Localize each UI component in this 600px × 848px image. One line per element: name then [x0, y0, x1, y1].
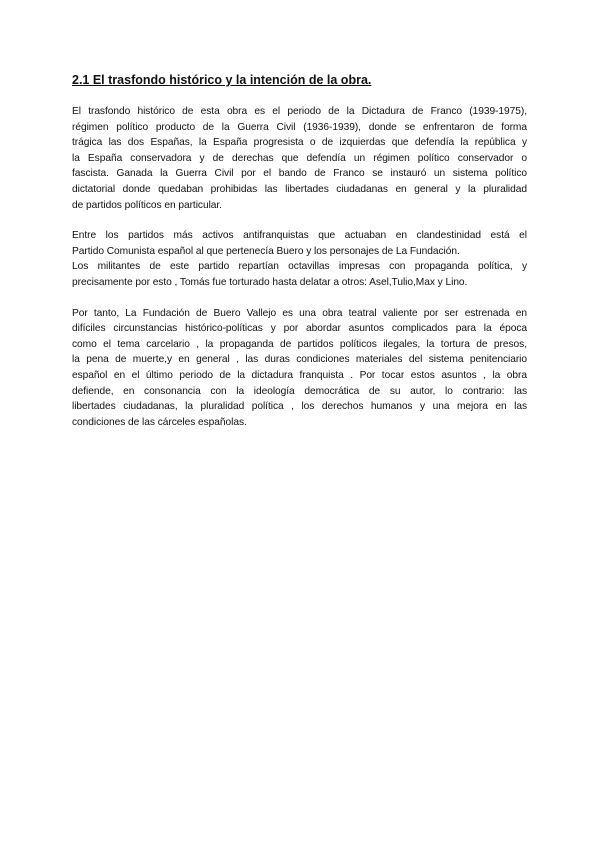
text-line: libertades ciudadanas, la pluralidad política , los derechos humanos y una mejora en las [72, 401, 527, 413]
text-line: la pena de muerte,y en general , las duras condiciones materiales del sistema penitenciario [72, 354, 527, 366]
text-line: trágica las dos Españas, la España progresista o de izquierdas que defendía la república y [72, 137, 527, 149]
text-line: condiciones de las cárceles españolas. [72, 416, 247, 428]
text-line: difíciles circunstancias histórico-políticas y por abordar asuntos complicados para la época [72, 323, 527, 335]
text-line: El trasfondo histórico de esta obra es el periodo de la Dictadura de Franco (1939-1975), [72, 106, 527, 117]
text-line: de partidos políticos en particular. [72, 199, 222, 211]
paragraph-conclusion [72, 306, 527, 431]
paragraph-historical-background [72, 104, 527, 213]
text-line: precisamente por esto , Tomás fue torturado hasta delatar a otros: Asel,Tulio,Max y Lino. [72, 276, 468, 288]
text-line: fascista. Ganada la Guerra Civil por el bando de Franco se instauró un sistema político [72, 168, 527, 180]
text-line: español en el último periodo de la dictadura franquista . Por tocar estos asuntos , la obra [72, 369, 527, 381]
text-line: Entre los partidos más activos antifranquistas que actuaban en clandestinidad está el [72, 230, 527, 242]
text-line: Los militantes de este partido repartían octavillas impresas con propaganda política, y [72, 261, 527, 273]
text-line: Por tanto, La Fundación de Buero Vallejo es una obra teatral valiente por ser estrenada en [72, 307, 527, 319]
text-line: dictatorial donde quedaban prohibidas las libertades ciudadanas en general y la pluralidad [72, 183, 527, 195]
text-line: como el tema carcelario , la propaganda de partidos políticos ilegales, la tortura de presos, [72, 338, 527, 350]
text-line: defiende, en consonancia con la ideología democrática de su autor, lo contrario: las [72, 385, 527, 397]
text-line: régimen político producto de la Guerra Civil (1936-1939), donde se enfrentaron de forma [72, 121, 527, 133]
document-page [72, 72, 527, 445]
section-heading: 2.1 El trasfondo histórico y la intención de la obra. [72, 73, 372, 87]
text-line: la España conservadora y de derechas que defendía un régimen político conservador o [72, 152, 527, 164]
text-line: Partido Comunista español al que pertenecía Buero y los personajes de La Fundación. [72, 245, 460, 257]
paragraph-antifrancoist-parties [72, 228, 527, 290]
